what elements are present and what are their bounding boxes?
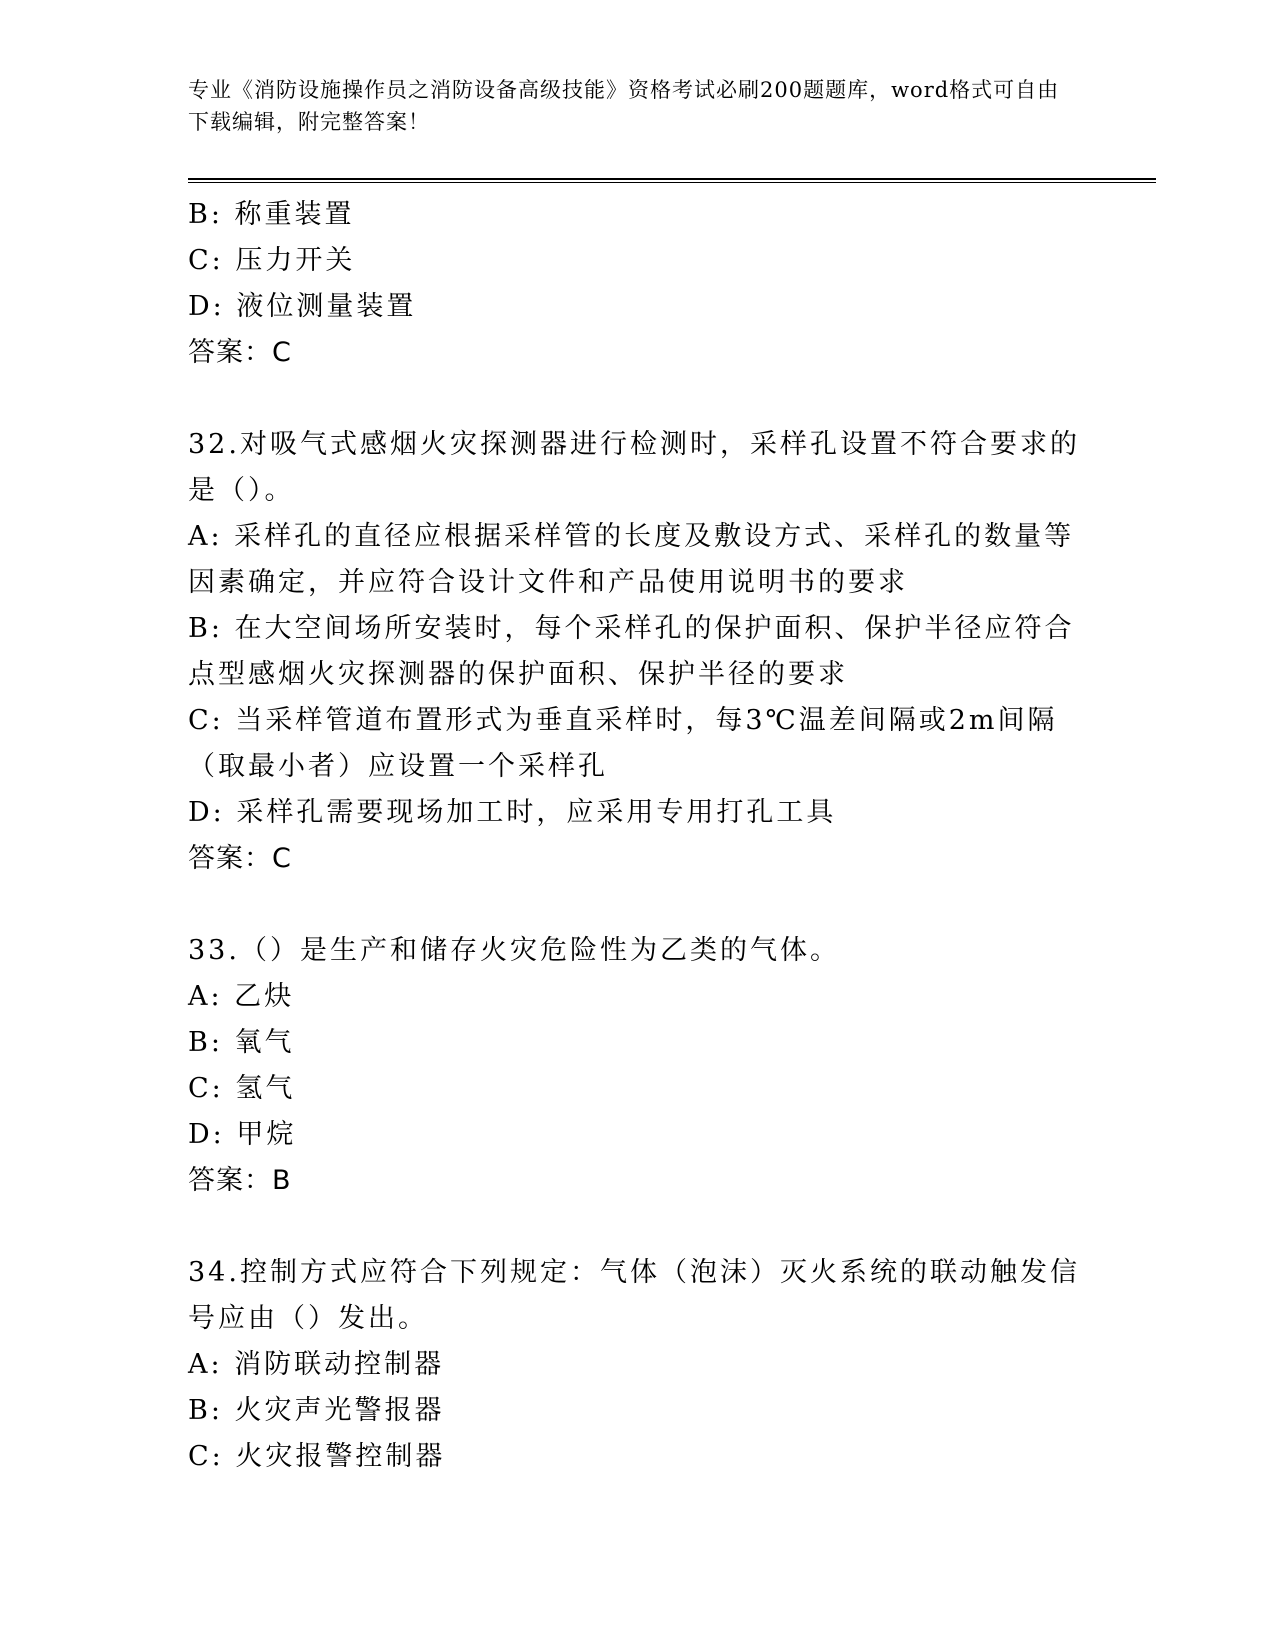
document-body [188,192,1088,1480]
q32-option-d: D: 采样孔需要现场加工时，应采用专用打孔工具 [188,797,837,828]
q31-option-d: D: 液位测量装置 [188,291,417,322]
spacer [188,1204,1088,1250]
q33-option-b: B: 氧气 [188,1027,295,1058]
q31-answer: 答案：C [188,337,292,368]
q32-answer: 答案：C [188,843,292,874]
q34-option-b: B: 火灾声光警报器 [188,1395,445,1426]
header-divider [188,178,1156,183]
q33-option-c: C: 氢气 [188,1073,296,1104]
q33-option-a: A: 乙炔 [188,981,295,1012]
q32-option-c: C: 当采样管道布置形式为垂直采样时，每3℃温差间隔或2m间隔（取最小者）应设置一个采样孔 [188,705,1058,782]
document-header: 专业《消防设施操作员之消防设备高级技能》资格考试必刷200题题库，word格式可自由下载编辑，附完整答案！ [188,78,1060,134]
q33-question: 33.（）是生产和储存火灾危险性为乙类的气体。 [188,935,840,966]
q31-option-c: C: 压力开关 [188,245,356,276]
q32-option-b: B: 在大空间场所安装时，每个采样孔的保护面积、保护半径应符合点型感烟火灾探测器的保护面积、保护半径的要求 [188,613,1075,690]
q34-option-c: C: 火灾报警控制器 [188,1441,446,1472]
q32-option-a: A: 采样孔的直径应根据采样管的长度及敷设方式、采样孔的数量等因素确定，并应符合设计文件和产品使用说明书的要求 [188,521,1075,598]
spacer [188,882,1088,928]
q34-option-a: A: 消防联动控制器 [188,1349,445,1380]
q33-option-d: D: 甲烷 [188,1119,297,1150]
q34-question: 34.控制方式应符合下列规定：气体（泡沫）灭火系统的联动触发信号应由（）发出。 [188,1257,1080,1334]
q31-option-b: B: 称重装置 [188,199,355,230]
q32-question: 32.对吸气式感烟火灾探测器进行检测时，采样孔设置不符合要求的是（）。 [188,429,1080,506]
q33-answer: 答案：B [188,1165,292,1196]
spacer [188,376,1088,422]
